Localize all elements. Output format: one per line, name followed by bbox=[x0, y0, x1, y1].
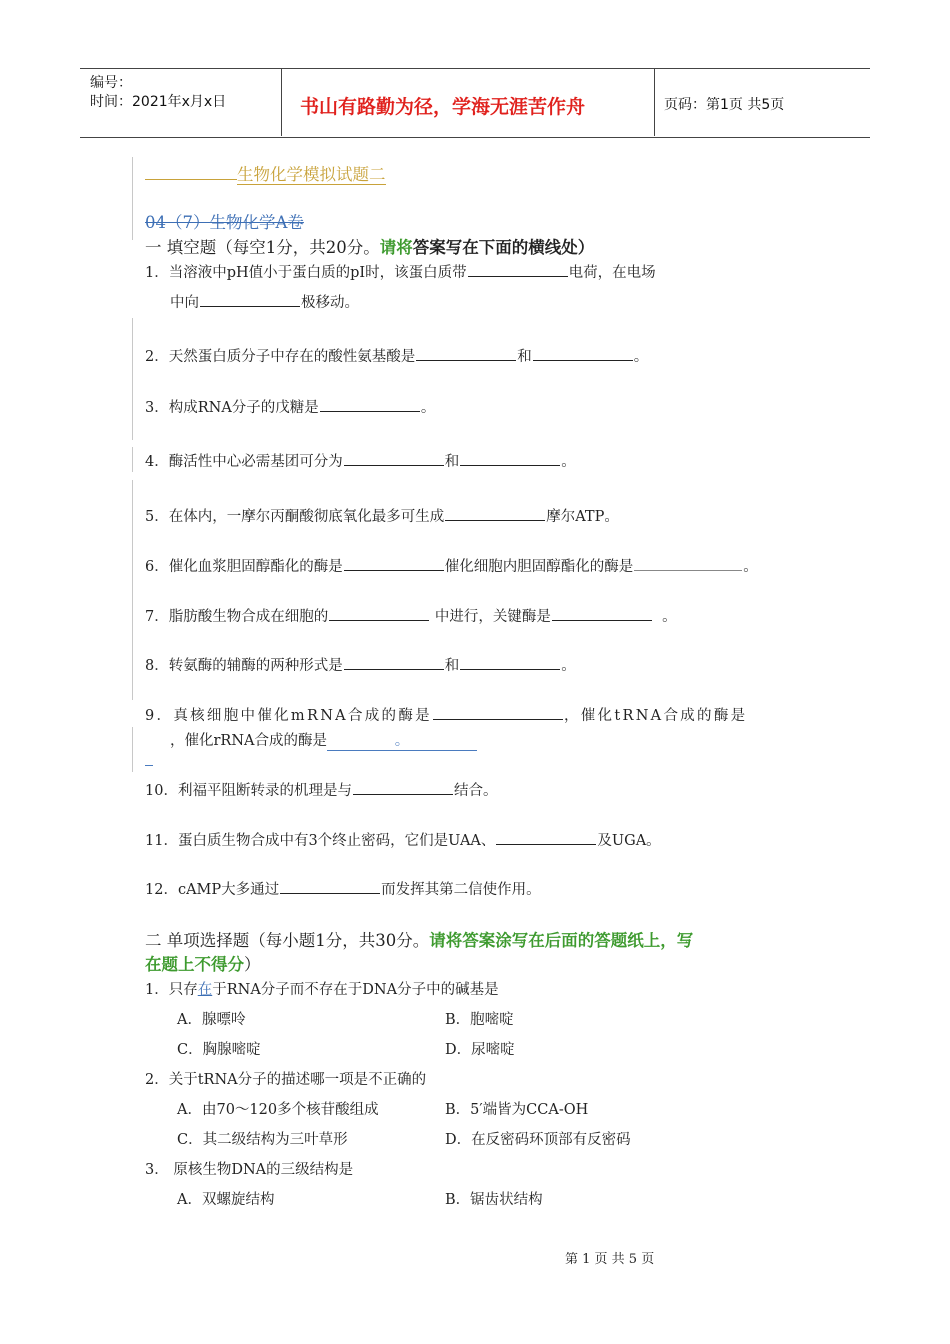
change-bar bbox=[132, 480, 133, 700]
number-label: 编号： bbox=[90, 75, 132, 91]
fill-question-1: 1．当溶液中pH值小于蛋白质的pI时，该蛋白质带 电荷，在电场 bbox=[145, 261, 656, 282]
motto: 书山有路勤为径，学海无涯苦作舟 bbox=[300, 96, 586, 118]
answer-blank[interactable] bbox=[634, 556, 742, 571]
answer-blank[interactable] bbox=[320, 397, 420, 412]
change-bar bbox=[132, 447, 133, 472]
fill-question-9: 9．真核细胞中催化mRNA合成的酶是 ，催化tRNA合成的酶是 bbox=[145, 704, 805, 725]
change-bar bbox=[132, 727, 133, 772]
option-c[interactable]: C．其二级结构为三叶草形 bbox=[177, 1132, 348, 1148]
answer-blank[interactable] bbox=[280, 879, 380, 894]
doc-subtitle: 04（7）生物化学A卷 bbox=[145, 213, 304, 232]
fill-question-2: 2．天然蛋白质分子中存在的酸性氨基酸是 和 。 bbox=[145, 345, 648, 366]
fill-question-1-cont: 中向 极移动。 bbox=[170, 291, 359, 312]
option-b[interactable]: B．胞嘧啶 bbox=[445, 1012, 514, 1028]
option-b[interactable]: B．锯齿状结构 bbox=[445, 1192, 543, 1208]
choice-question-1: 1．只存在于RNA分子而不存在于DNA分子中的碱基是 bbox=[145, 982, 499, 998]
fill-question-10: 10．利福平阻断转录的机理是与 结合。 bbox=[145, 779, 497, 800]
underline-mark bbox=[145, 765, 153, 766]
answer-blank[interactable] bbox=[344, 655, 444, 670]
answer-blank[interactable] bbox=[433, 705, 563, 720]
section1-heading: 一 填空题（每空1分，共20分。请将答案写在下面的横线处） bbox=[145, 238, 595, 257]
answer-blank[interactable] bbox=[468, 262, 568, 277]
answer-blank[interactable]: 。 bbox=[327, 729, 477, 751]
doc-title: 生物化学模拟试题二 bbox=[145, 161, 386, 185]
option-b[interactable]: B．5′端皆为CCA-OH bbox=[445, 1102, 589, 1118]
answer-blank[interactable] bbox=[200, 292, 300, 307]
fill-question-8: 8．转氨酶的辅酶的两种形式是 和 。 bbox=[145, 654, 576, 675]
answer-blank[interactable] bbox=[533, 346, 633, 361]
answer-blank[interactable] bbox=[329, 606, 429, 621]
answer-blank[interactable] bbox=[460, 451, 560, 466]
fill-question-6: 6．催化血浆胆固醇酯化的酶是 催化细胞内胆固醇酯化的酶是 。 bbox=[145, 555, 758, 576]
page-footer: 第 1 页 共 5 页 bbox=[565, 1252, 655, 1267]
header-divider bbox=[281, 68, 282, 136]
fill-question-9-cont: ，催化rRNA合成的酶是 。 bbox=[170, 729, 477, 751]
option-c[interactable]: C．胸腺嘧啶 bbox=[177, 1042, 261, 1058]
choice-question-2: 2．关于tRNA分子的描述哪一项是不正确的 bbox=[145, 1072, 427, 1088]
answer-blank[interactable] bbox=[344, 451, 444, 466]
page-info: 页码：第1页 共5页 bbox=[664, 97, 785, 113]
option-a[interactable]: A．双螺旋结构 bbox=[177, 1192, 275, 1208]
revision-link[interactable]: 在 bbox=[197, 982, 213, 998]
answer-blank[interactable] bbox=[496, 830, 596, 845]
option-d[interactable]: D．尿嘧啶 bbox=[445, 1042, 515, 1058]
fill-question-3: 3．构成RNA分子的戊糖是 。 bbox=[145, 396, 435, 417]
fill-question-12: 12．cAMP大多通过 而发挥其第二信使作用。 bbox=[145, 878, 541, 899]
answer-blank[interactable] bbox=[416, 346, 516, 361]
change-bar bbox=[132, 157, 133, 240]
answer-blank[interactable] bbox=[344, 556, 444, 571]
header-divider bbox=[654, 68, 655, 136]
option-d[interactable]: D．在反密码环顶部有反密码 bbox=[445, 1132, 631, 1148]
change-bar bbox=[132, 318, 133, 440]
answer-blank[interactable] bbox=[353, 780, 453, 795]
fill-question-11: 11．蛋白质生物合成中有3个终止密码，它们是UAA、 及UGA。 bbox=[145, 829, 661, 850]
fill-question-7: 7．脂肪酸生物合成在细胞的 中进行，关键酶是 。 bbox=[145, 605, 677, 626]
fill-question-4: 4．酶活性中心必需基团可分为 和 。 bbox=[145, 450, 576, 471]
answer-blank[interactable] bbox=[552, 606, 652, 621]
answer-blank[interactable] bbox=[445, 506, 545, 521]
section2-heading: 二 单项选择题（每小题1分，共30分。请将答案涂写在后面的答题纸上，写 bbox=[145, 931, 694, 950]
option-a[interactable]: A．由70～120多个核苷酸组成 bbox=[177, 1102, 379, 1118]
time-label: 时间：2021年x月x日 bbox=[90, 94, 227, 110]
option-a[interactable]: A．腺嘌呤 bbox=[177, 1012, 246, 1028]
section2-heading-cont: 在题上不得分） bbox=[145, 955, 261, 974]
answer-blank[interactable] bbox=[460, 655, 560, 670]
fill-question-5: 5．在体内，一摩尔丙酮酸彻底氧化最多可生成 摩尔ATP。 bbox=[145, 505, 619, 526]
choice-question-3: 3． 原核生物DNA的三级结构是 bbox=[145, 1162, 354, 1178]
